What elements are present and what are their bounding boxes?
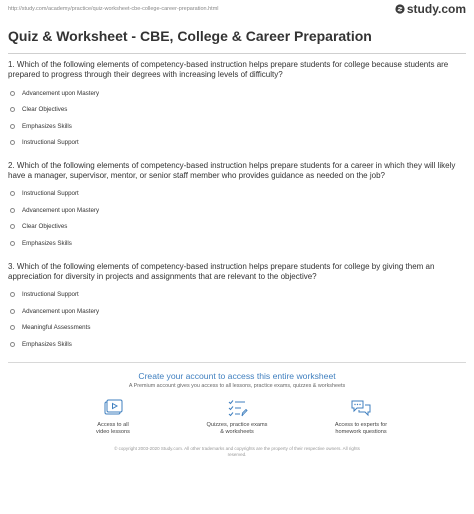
answer-option[interactable] <box>8 202 466 219</box>
question-2 <box>8 161 466 252</box>
feature-experts <box>328 397 394 436</box>
answer-option[interactable] <box>8 118 466 135</box>
copyright-footer <box>0 446 474 458</box>
answer-option[interactable] <box>8 336 466 353</box>
answer-option[interactable] <box>8 219 466 236</box>
radio-button[interactable] <box>10 91 15 96</box>
answer-label: Instructional Support <box>22 139 79 147</box>
radio-button[interactable] <box>10 325 15 330</box>
cta-subtitle: A Premium account gives you access to all lessons, practice exams, quizzes & worksheets <box>128 383 346 390</box>
radio-button[interactable] <box>10 292 15 297</box>
video-play-icon <box>102 397 124 419</box>
feature-list <box>0 397 474 436</box>
copyright-line: © copyright 2003-2020 Study.com. All other trademarks and copyrights are the property of their respective owners. All rights <box>114 446 360 452</box>
radio-button[interactable] <box>10 191 15 196</box>
answer-label: Advancement upon Mastery <box>22 307 100 315</box>
answer-label: Advancement upon Mastery <box>22 89 100 97</box>
answer-option[interactable] <box>8 235 466 252</box>
answer-option[interactable] <box>8 319 466 336</box>
study-logo[interactable] <box>395 2 466 16</box>
question-list <box>8 60 466 352</box>
answer-option[interactable] <box>8 85 466 102</box>
top-bar <box>0 2 474 16</box>
radio-button[interactable] <box>10 342 15 347</box>
premium-cta <box>0 371 474 436</box>
copyright-line: reserved. <box>227 452 247 458</box>
study-logo-icon <box>395 4 405 14</box>
cta-divider <box>8 362 466 363</box>
radio-button[interactable] <box>10 224 15 229</box>
radio-button[interactable] <box>10 208 15 213</box>
feature-line: Quizzes, practice exams <box>206 422 268 429</box>
feature-video-lessons <box>80 397 146 436</box>
page-url[interactable]: http://study.com/academy/practice/quiz-worksheet-cbe-college-career-preparation.html <box>8 6 219 12</box>
feature-line: & worksheets <box>220 429 254 436</box>
feature-line: video lessons <box>96 429 130 436</box>
question-3 <box>8 262 466 353</box>
answer-option[interactable] <box>8 134 466 151</box>
checklist-icon <box>226 397 248 419</box>
question-text: 1. Which of the following elements of competency-based instruction helps prepare students for college because students are prepared to progress through their degrees with increasing levels of difficulty? <box>8 60 449 80</box>
answer-option[interactable] <box>8 303 466 320</box>
answer-label: Advancement upon Mastery <box>22 206 100 214</box>
radio-button[interactable] <box>10 124 15 129</box>
title-divider <box>8 53 466 54</box>
radio-button[interactable] <box>10 107 15 112</box>
feature-quizzes <box>204 397 270 436</box>
answer-label: Instructional Support <box>22 190 79 198</box>
answer-option[interactable] <box>8 286 466 303</box>
feature-line: homework questions <box>335 429 387 436</box>
answer-label: Emphasizes Skills <box>22 122 72 130</box>
feature-line: Access to all <box>97 422 129 429</box>
cta-title[interactable]: Create your account to access this entire worksheet <box>138 371 336 382</box>
answer-label: Emphasizes Skills <box>22 340 72 348</box>
answer-option[interactable] <box>8 186 466 203</box>
radio-button[interactable] <box>10 140 15 145</box>
feature-line: Access to experts for <box>334 422 388 429</box>
answer-label: Emphasizes Skills <box>22 239 72 247</box>
question-text: 2. Which of the following elements of competency-based instruction helps prepare students for a career in which they will likely have a manager, supervisor, mentor, or senior staff member who provides guidance as needed on the job? <box>8 160 456 181</box>
question-text: 3. Which of the following elements of competency-based instruction helps prepare students for college by giving them an appreciation for diversity in projects and assignments that are relevant to the objective? <box>8 261 435 282</box>
page-title: Quiz & Worksheet - CBE, College & Career Preparation <box>8 28 372 44</box>
answer-label: Clear Objectives <box>22 106 68 114</box>
radio-button[interactable] <box>10 241 15 246</box>
chat-bubbles-icon <box>350 397 372 419</box>
answer-label: Meaningful Assessments <box>22 324 91 332</box>
answer-option[interactable] <box>8 101 466 118</box>
study-logo-text: study.com <box>406 2 466 16</box>
radio-button[interactable] <box>10 309 15 314</box>
answer-label: Instructional Support <box>22 291 79 299</box>
answer-label: Clear Objectives <box>22 223 68 231</box>
question-1 <box>8 60 466 151</box>
